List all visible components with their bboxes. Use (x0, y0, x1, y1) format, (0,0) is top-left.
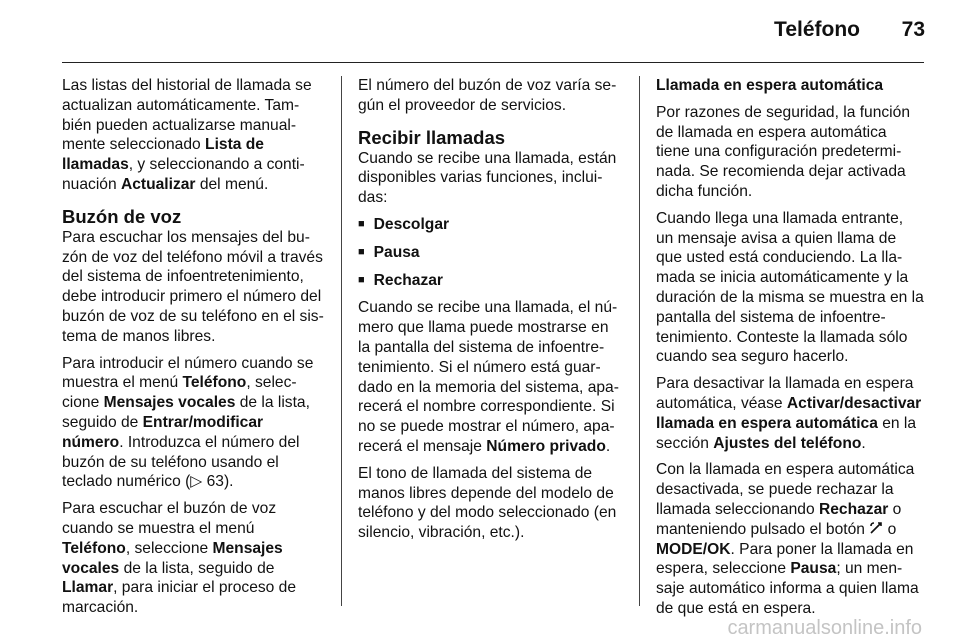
paragraph-voicemail-listen: Para escuchar el buzón de voz cuando se muestra el menú Teléfono, seleccione Mensajes vocales de la lista, seguido de Llamar, para iniciar el proceso de marcación. (62, 500, 297, 617)
paragraph-voicemail-provider: El número del buzón de voz varía se-gún el proveedor de servicios. (358, 77, 617, 114)
functions-list (358, 215, 624, 292)
paragraph-caller-number: Cuando se recibe una llamada, el nú-mero que llama puede mostrarse en la pantalla del sistema de infoentre-tenimiento. Si el número está guar-dado en la memoria del sistema, apa-recerá el nombre correspondiente. Si no se puede mostrar el número, apa-recerá el mensaje Número privado. (358, 299, 619, 455)
column-3 (656, 76, 924, 626)
list-item: ■ Pausa (358, 243, 624, 265)
paragraph-voicemail-enter: Para introducir el número cuando se muestra el menú Teléfono, selec-cione Mensajes vocales de la lista, seguido de Entrar/modificar número. Introduzca el número del buzón de su teléfono usando el teclado numérico (▷ 63). (62, 354, 314, 491)
page-number: 73 (901, 18, 925, 41)
paragraph-call-history: Las listas del historial de llamada se actualizan automáticamente. Tam-bién pueden actualizarse manual-mente seleccionado Lista de llamadas, y seleccionando a conti-nuación Actualizar del menú. (62, 77, 312, 193)
heading-receive-calls: Recibir llamadas (358, 126, 506, 148)
hang-up-phone-icon (869, 521, 883, 538)
watermark: carmanualsonline.info (727, 617, 922, 639)
header-divider (62, 62, 924, 63)
list-item: ■ Rechazar (358, 271, 624, 293)
paragraph-reject-hold: Con la llamada en espera automática desactivada, se puede rechazar la llamada seleccionando Rechazar o manteniendo pulsado el botón o MODE/OK. Para poner la llamada en espera, seleccione Pausa; un men-saje automático informa a quien llama de que está en espera. (656, 461, 919, 617)
heading-voicemail: Buzón de voz (62, 205, 182, 227)
paragraph-auto-hold-safety: Por razones de seguridad, la función de llamada en espera automática tiene una configuración predetermi-nada. Se recomienda dejar activada dicha función. (656, 103, 910, 200)
column-2 (358, 76, 624, 550)
list-item: ■ Descolgar (358, 215, 624, 237)
column-divider-2 (639, 76, 640, 606)
paragraph-ringtone: El tono de llamada del sistema de manos libres depende del modelo de teléfono y del modo seleccionado (en silencio, vibración, etc.). (358, 464, 617, 542)
column-divider-1 (341, 76, 342, 606)
paragraph-incoming-call: Cuando llega una llamada entrante, un mensaje avisa a quien llama de que usted está conduciendo. La lla-mada se inicia automáticamente y la duración de la misma se muestra en la pantalla del sistema de infoentre-tenimiento. Conteste la llamada sólo cuando sea seguro hacerlo. (656, 209, 924, 366)
page-title: Teléfono (774, 18, 860, 41)
column-1 (62, 76, 326, 625)
arrow-reference-icon: ▷ (190, 473, 203, 491)
subheading-auto-hold: Llamada en espera automática (656, 77, 884, 94)
paragraph-deactivate: Para desactivar la llamada en espera automática, véase Activar/desactivar llamada en espera automática en la sección Ajustes del teléfono. (656, 375, 922, 452)
paragraph-receive-intro: Cuando se recibe una llamada, están disponibles varias funciones, inclui-das: (358, 149, 617, 207)
paragraph-voicemail-intro: Para escuchar los mensajes del bu-zón de voz del teléfono móvil a través del sistema de infoentretenimiento, debe introducir primero el número del buzón de voz de su teléfono en el sis-tema de manos libres. (62, 228, 324, 345)
